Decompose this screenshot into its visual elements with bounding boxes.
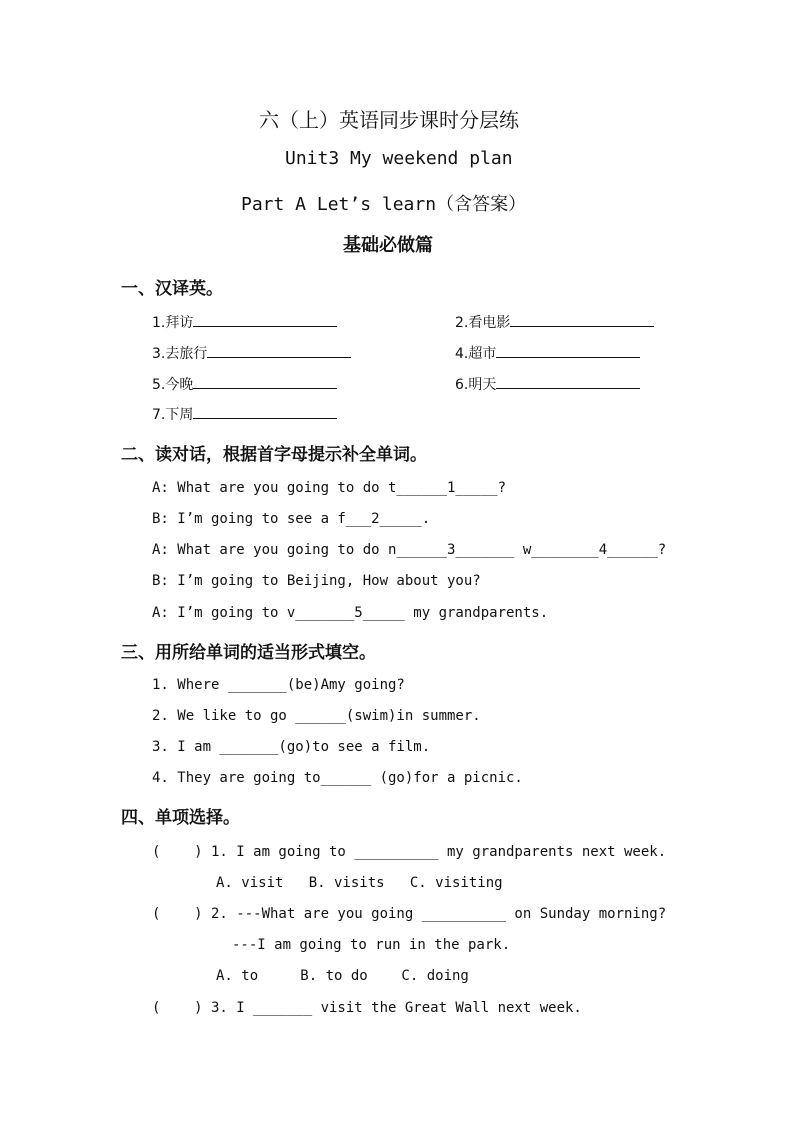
vocab-item: 7.下周: [152, 404, 337, 424]
page-title: 六（上）英语同步课时分层练: [259, 108, 519, 132]
answer-blank[interactable]: [510, 312, 654, 327]
vocab-item: 6.明天: [455, 374, 640, 394]
dialogue-line: A: What are you going to do n______3_______ w________4______?: [152, 542, 667, 558]
part-title: Part A Let’s learn（含答案）: [241, 194, 527, 215]
fill-in-line: 2. We like to go ______(swim)in summer.: [152, 708, 481, 724]
section4-heading: 四、单项选择。: [121, 808, 240, 828]
vocab-item: 4.超市: [455, 343, 640, 363]
answer-blank[interactable]: [496, 374, 640, 389]
vocab-item: 3.去旅行: [152, 343, 351, 363]
answer-blank[interactable]: [193, 374, 337, 389]
section3-heading: 三、用所给单词的适当形式填空。: [121, 643, 376, 663]
answer-blank[interactable]: [496, 343, 640, 358]
dialogue-line: B: I’m going to see a f___2_____.: [152, 511, 431, 527]
fill-in-line: 3. I am _______(go)to see a film.: [152, 739, 431, 755]
answer-blank[interactable]: [193, 404, 337, 419]
dialogue-line: A: I’m going to v_______5_____ my grandparents.: [152, 605, 549, 621]
choice-question-reply: ---I am going to run in the park.: [232, 937, 511, 953]
vocab-item: 5.今晚: [152, 374, 337, 394]
choice-options: A. visit B. visits C. visiting: [216, 875, 503, 891]
level-title: 基础必做篇: [343, 235, 433, 256]
section2-heading: 二、读对话，根据首字母提示补全单词。: [121, 445, 427, 465]
choice-question: ( ) 3. I _______ visit the Great Wall next week.: [152, 1000, 582, 1016]
section1-heading: 一、汉译英。: [121, 279, 223, 299]
unit-title: Unit3 My weekend plan: [285, 148, 513, 169]
fill-in-line: 4. They are going to______ (go)for a picnic.: [152, 770, 523, 786]
dialogue-line: B: I’m going to Beijing, How about you?: [152, 573, 481, 589]
answer-blank[interactable]: [207, 343, 351, 358]
choice-question: ( ) 1. I am going to __________ my grandparents next week.: [152, 844, 667, 860]
vocab-item: 1.拜访: [152, 312, 337, 332]
dialogue-line: A: What are you going to do t______1_____?: [152, 480, 507, 496]
fill-in-line: 1. Where _______(be)Amy going?: [152, 677, 405, 693]
choice-question: ( ) 2. ---What are you going __________ on Sunday morning?: [152, 906, 667, 922]
vocab-item: 2.看电影: [455, 312, 654, 332]
choice-options: A. to B. to do C. doing: [216, 968, 469, 984]
answer-blank[interactable]: [193, 312, 337, 327]
